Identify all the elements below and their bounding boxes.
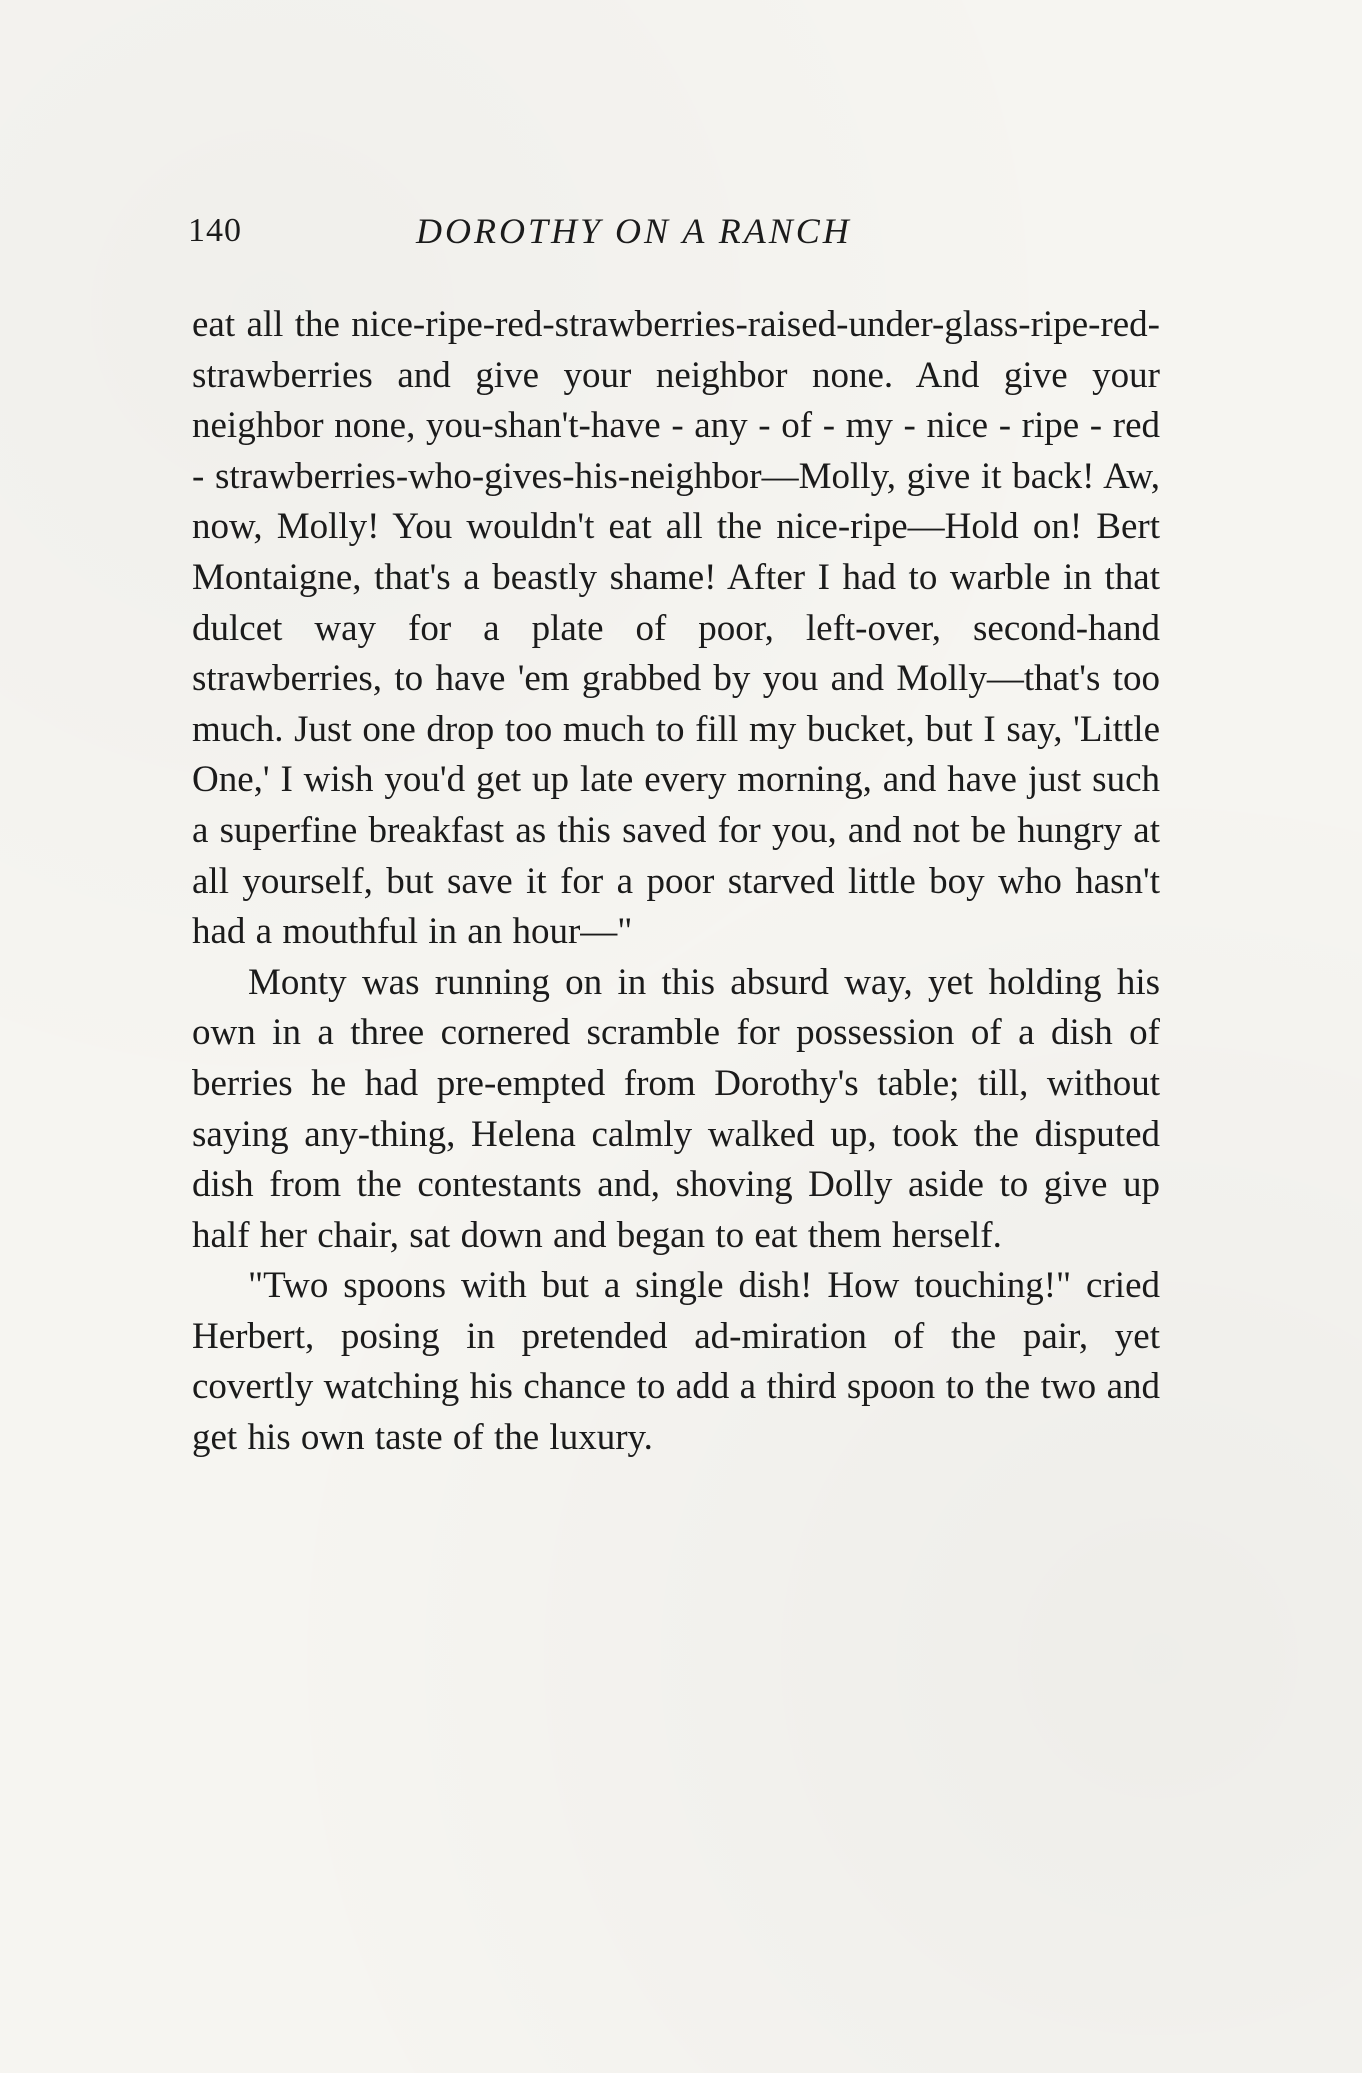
running-title: DOROTHY ON A RANCH <box>416 211 852 251</box>
page-number: 140 <box>188 212 242 249</box>
paragraph-continued: eat all the nice-ripe-red-strawberries-raised-under-glass-ripe-red-strawberries and give your neighbor none. And give your neighbor none, you-shan't-have - any - of - my - nice - ripe - red - strawberries-who-gives-his-neighbor—Molly, give it back! Aw, now, Molly! You wouldn't eat all the nice-ripe—Hold on! Bert Montaigne, that's a beastly shame! After I had to warble in that dulcet way for a plate of poor, left-over, second-hand strawberries, to have 'em grabbed by you and Molly—that's too much. Just one drop too much to fill my bucket, but I say, 'Little One,' I wish you'd get up late every morning, and have just such a superfine breakfast as this saved for you, and not be hungry at all yourself, but save it for a poor starved little boy who hasn't had a mouthful in an hour—" <box>192 304 1160 953</box>
page-header <box>188 206 1178 256</box>
body-text <box>192 300 1160 1464</box>
paragraph-two-spoons: "Two spoons with but a single dish! How touching!" cried Herbert, posing in pretended ad-miration of the pair, yet covertly watching his chance to add a third spoon to the two and get his own taste of the luxury. <box>192 1265 1160 1459</box>
paragraph-monty: Monty was running on in this absurd way, yet holding his own in a three cornered scramble for possession of a dish of berries he had pre-empted from Dorothy's table; till, without saying any-thing, Helena calmly walked up, took the disputed dish from the contestants and, shoving Dolly aside to give up half her chair, sat down and began to eat them herself. <box>192 961 1160 1256</box>
